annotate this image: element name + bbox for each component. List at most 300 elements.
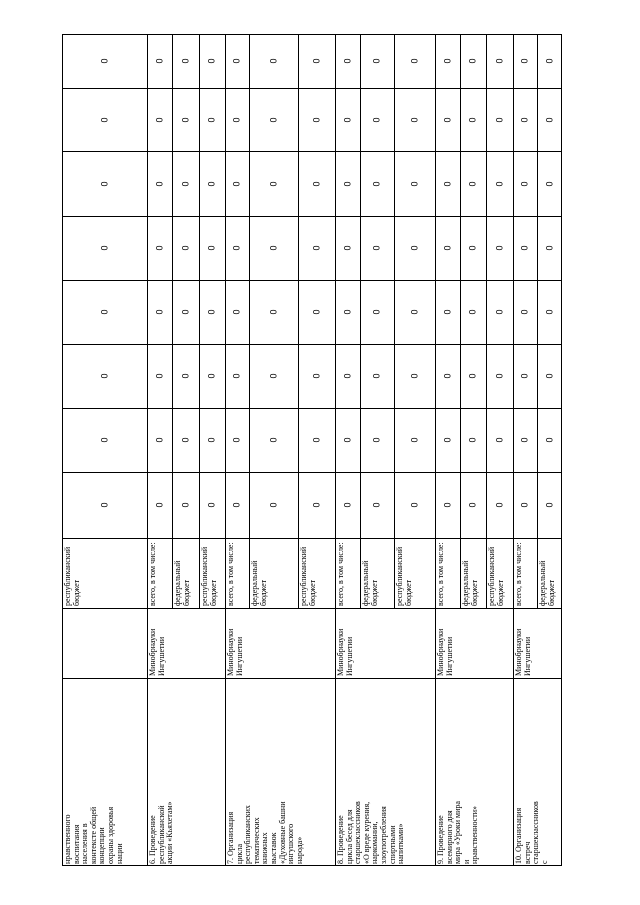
value-cell [513,88,537,151]
value-cell [394,280,435,344]
value-text: 0 [180,245,190,251]
value-cell [335,216,360,280]
value-cell [537,280,562,344]
measure-text-cell [147,678,225,866]
value-cell [172,472,199,538]
value-text: 0 [519,373,530,379]
value-text: 0 [206,373,217,379]
funding-source-text: всего, в том числе: [148,542,157,606]
value-text: 0 [494,309,504,315]
funding-source-text-cell [172,538,199,608]
table-rule [435,34,436,866]
value-text: 0 [154,116,164,123]
funding-source-text-cell [513,538,537,608]
value-text: 0 [268,116,278,123]
funding-source-text-cell [249,538,298,608]
value-cell [62,34,147,88]
value-cell [147,344,172,408]
table-rule [199,34,200,608]
value-cell [147,216,172,280]
table-rule [360,34,361,608]
table-rule [537,34,538,608]
value-text: 0 [311,309,321,315]
value-text: 0 [467,309,478,315]
value-cell [225,344,249,408]
table-rule [62,865,562,866]
value-cell [335,34,360,88]
table-rule [62,344,562,345]
value-text: 0 [206,116,217,123]
value-cell [360,88,394,151]
value-text: 0 [206,180,217,187]
executor-text: Минобрнауки Ингушетии [148,628,166,676]
value-text: 0 [154,502,164,508]
value-text: 0 [154,373,164,379]
value-cell [537,408,562,472]
value-cell [199,34,225,88]
value-text: 0 [231,116,242,123]
value-text: 0 [342,245,352,251]
value-cell [225,472,249,538]
value-cell [147,151,172,216]
value-cell [298,344,335,408]
value-text: 0 [409,116,419,123]
executor-text: Минобрнауки Ингушетии [226,628,244,676]
measure-text: 7. Организация цикла республиканских тематических книжных выставок «Духовные башни ингушского народа» [226,801,304,864]
table-rule [62,34,562,35]
value-cell [62,280,147,344]
value-text: 0 [544,58,554,64]
value-cell [435,344,460,408]
value-text: 0 [180,116,190,123]
value-cell [249,216,298,280]
executor-text: Минобрнауки Ингушетии [336,628,354,676]
value-text: 0 [371,502,382,508]
funding-source-text: республиканский бюджет [299,546,317,606]
value-text: 0 [371,309,382,315]
value-cell [360,472,394,538]
value-text: 0 [409,58,419,64]
executor-text-cell [147,608,225,678]
value-cell [537,88,562,151]
value-cell [335,88,360,151]
value-cell [199,216,225,280]
value-text: 0 [467,245,478,251]
value-cell [225,408,249,472]
value-text: 0 [99,180,109,187]
value-text: 0 [231,373,242,379]
value-cell [513,344,537,408]
value-text: 0 [519,309,530,315]
table-rule [62,678,562,679]
value-cell [537,472,562,538]
value-text: 0 [180,58,190,64]
value-cell [199,408,225,472]
value-text: 0 [409,373,419,379]
value-cell [147,472,172,538]
value-text: 0 [342,58,352,64]
executor-text-cell [435,608,513,678]
funding-source-text: республиканский бюджет [395,546,413,606]
value-cell [249,408,298,472]
value-text: 0 [467,180,478,187]
value-text: 0 [442,180,452,187]
value-cell [460,344,486,408]
funding-source-text-cell [199,538,225,608]
value-text: 0 [311,58,321,64]
value-text: 0 [544,373,554,379]
value-cell [360,408,394,472]
measure-text-cell [513,678,562,866]
value-cell [147,88,172,151]
value-text: 0 [99,58,109,64]
table-rule [62,280,562,281]
funding-source-text: республиканский бюджет [63,546,81,606]
value-text: 0 [154,437,164,443]
measure-text: 8. Проведение цикла бесед для старшеклассников «О вреде курения, наркомании, злоупотребления спиртными напитками» [336,801,406,864]
executor-text-cell [335,608,435,678]
table-rule [62,472,562,473]
value-text: 0 [268,180,278,187]
value-cell [199,151,225,216]
value-cell [62,88,147,151]
value-text: 0 [442,58,452,64]
value-cell [435,408,460,472]
value-cell [172,151,199,216]
value-text: 0 [409,502,419,508]
value-text: 0 [99,309,109,315]
value-cell [486,408,513,472]
value-text: 0 [494,58,504,64]
value-text: 0 [494,245,504,251]
value-text: 0 [442,502,452,508]
value-text: 0 [231,502,242,508]
value-cell [298,216,335,280]
value-cell [513,216,537,280]
value-cell [335,472,360,538]
table-rule [249,34,250,608]
table-rule [147,34,148,866]
value-text: 0 [342,437,352,443]
value-cell [335,151,360,216]
table-rule [62,151,562,152]
value-cell [460,88,486,151]
value-cell [62,151,147,216]
value-text: 0 [371,180,382,187]
value-text: 0 [268,437,278,443]
value-cell [460,472,486,538]
funding-source-text-cell [298,538,335,608]
value-cell [249,472,298,538]
value-cell [249,151,298,216]
value-text: 0 [442,373,452,379]
value-text: 0 [154,245,164,251]
value-text: 0 [409,245,419,251]
value-cell [435,88,460,151]
value-text: 0 [342,502,352,508]
value-cell [360,216,394,280]
executor-text-cell [513,608,562,678]
value-text: 0 [544,437,554,443]
value-text: 0 [467,58,478,64]
value-cell [199,344,225,408]
funding-source-text: республиканский бюджет [487,546,505,606]
value-text: 0 [544,180,554,187]
value-cell [62,344,147,408]
value-cell [225,34,249,88]
value-cell [360,151,394,216]
funding-source-text: республиканский бюджет [200,546,218,606]
value-text: 0 [154,180,164,187]
value-text: 0 [180,502,190,508]
value-cell [225,280,249,344]
value-cell [225,216,249,280]
value-cell [537,344,562,408]
value-cell [298,472,335,538]
table-rule [335,34,336,866]
value-text: 0 [311,502,321,508]
value-text: 0 [268,373,278,379]
value-text: 0 [519,116,530,123]
value-text: 0 [467,116,478,123]
value-cell [394,151,435,216]
table-rule [561,34,562,866]
value-cell [394,88,435,151]
executor-text: Минобрнауки Ингушетии [514,628,532,676]
table-rule [513,34,514,866]
value-cell [335,344,360,408]
value-text: 0 [231,180,242,187]
value-cell [147,34,172,88]
value-cell [172,408,199,472]
value-cell [435,151,460,216]
value-text: 0 [180,437,190,443]
value-cell [249,34,298,88]
value-cell [298,280,335,344]
funding-source-text-cell [460,538,486,608]
value-cell [199,88,225,151]
value-cell [360,344,394,408]
value-cell [513,151,537,216]
value-text: 0 [231,437,242,443]
value-text: 0 [311,245,321,251]
value-cell [513,280,537,344]
measure-text: 6. Проведение республиканской акции «Кьяхетам» [148,801,175,864]
value-cell [225,88,249,151]
value-cell [435,472,460,538]
value-cell [435,280,460,344]
value-cell [298,34,335,88]
value-text: 0 [311,180,321,187]
value-cell [172,216,199,280]
value-text: 0 [442,116,452,123]
value-cell [460,280,486,344]
funding-source-text: федеральный бюджет [173,560,191,606]
value-text: 0 [371,373,382,379]
value-text: 0 [467,502,478,508]
value-cell [199,472,225,538]
funding-source-text: всего, в том числе: [336,542,345,606]
value-cell [62,408,147,472]
value-text: 0 [409,180,419,187]
value-cell [249,280,298,344]
value-cell [298,408,335,472]
value-text: 0 [154,58,164,64]
value-cell [360,34,394,88]
value-text: 0 [180,309,190,315]
value-cell [460,408,486,472]
value-cell [460,216,486,280]
value-text: 0 [268,58,278,64]
value-cell [249,344,298,408]
measure-text-cell [225,678,335,866]
value-text: 0 [519,502,530,508]
table-rule [298,34,299,608]
table-rule [460,34,461,608]
value-cell [435,216,460,280]
value-cell [62,472,147,538]
value-text: 0 [180,373,190,379]
measure-text-cell [62,678,147,866]
funding-source-text: федеральный бюджет [361,560,379,606]
funding-source-text: федеральный бюджет [250,560,268,606]
funding-source-text-cell [537,538,562,608]
value-text: 0 [494,373,504,379]
value-text: 0 [342,373,352,379]
value-cell [249,88,298,151]
value-text: 0 [467,437,478,443]
value-text: 0 [311,116,321,123]
budget-table [62,34,562,866]
value-cell [335,408,360,472]
value-text: 0 [442,245,452,251]
value-cell [394,34,435,88]
value-cell [172,280,199,344]
table-rule [62,88,562,89]
value-text: 0 [442,437,452,443]
table-rule [225,34,226,866]
value-cell [486,280,513,344]
value-cell [394,408,435,472]
value-text: 0 [206,502,217,508]
value-cell [394,472,435,538]
funding-source-text: федеральный бюджет [461,560,479,606]
funding-source-text-cell [360,538,394,608]
value-cell [394,344,435,408]
funding-source-text: всего, в том числе: [436,542,445,606]
value-cell [513,34,537,88]
value-cell [199,280,225,344]
value-text: 0 [467,373,478,379]
value-cell [298,88,335,151]
table-rule [62,408,562,409]
table-rule [486,34,487,608]
value-cell [537,34,562,88]
value-cell [460,34,486,88]
funding-source-text-cell [225,538,249,608]
executor-text-cell [62,608,147,678]
executor-text-cell [225,608,335,678]
value-cell [486,88,513,151]
value-text: 0 [494,180,504,187]
value-text: 0 [342,180,352,187]
funding-source-text-cell [147,538,172,608]
value-text: 0 [342,116,352,123]
value-cell [435,34,460,88]
measure-text: нравственного воспитания населения в контексте общей концепции охраны здоровья нации [63,806,124,864]
executor-text: Минобрнауки Ингушетии [436,628,454,676]
value-text: 0 [99,373,109,379]
funding-source-text-cell [486,538,513,608]
value-text: 0 [231,58,242,64]
value-cell [335,280,360,344]
value-text: 0 [371,116,382,123]
value-cell [298,151,335,216]
value-text: 0 [494,116,504,123]
value-text: 0 [268,309,278,315]
value-text: 0 [544,116,554,123]
value-cell [486,34,513,88]
value-cell [486,344,513,408]
executor-text [62,608,147,678]
funding-source-text-cell [435,538,460,608]
funding-source-text: всего, в том числе: [226,542,235,606]
value-text: 0 [544,245,554,251]
value-text: 0 [371,245,382,251]
table-rule [62,34,63,866]
value-text: 0 [206,58,217,64]
funding-source-text-cell [394,538,435,608]
value-cell [172,88,199,151]
table-rule [62,216,562,217]
measure-text-cell [435,678,513,866]
value-text: 0 [206,437,217,443]
value-cell [225,151,249,216]
value-cell [460,151,486,216]
value-text: 0 [409,437,419,443]
value-text: 0 [180,180,190,187]
value-text: 0 [342,309,352,315]
value-text: 0 [154,309,164,315]
value-cell [394,216,435,280]
table-rule [394,34,395,608]
value-cell [62,216,147,280]
value-cell [513,472,537,538]
value-text: 0 [231,245,242,251]
value-cell [172,344,199,408]
value-text: 0 [494,437,504,443]
value-cell [486,216,513,280]
value-text: 0 [442,309,452,315]
table-rule [62,608,562,609]
measure-text: 10. Организация встреч старшеклассников с [514,801,549,864]
value-cell [486,472,513,538]
value-cell [147,408,172,472]
value-text: 0 [99,245,109,251]
table-rule [172,34,173,608]
value-cell [172,34,199,88]
value-text: 0 [231,309,242,315]
value-text: 0 [206,245,217,251]
value-cell [513,408,537,472]
value-text: 0 [371,437,382,443]
value-text: 0 [268,245,278,251]
value-text: 0 [544,309,554,315]
funding-source-text: федеральный бюджет [538,560,556,606]
value-text: 0 [268,502,278,508]
funding-source-text-cell [335,538,360,608]
value-text: 0 [311,373,321,379]
